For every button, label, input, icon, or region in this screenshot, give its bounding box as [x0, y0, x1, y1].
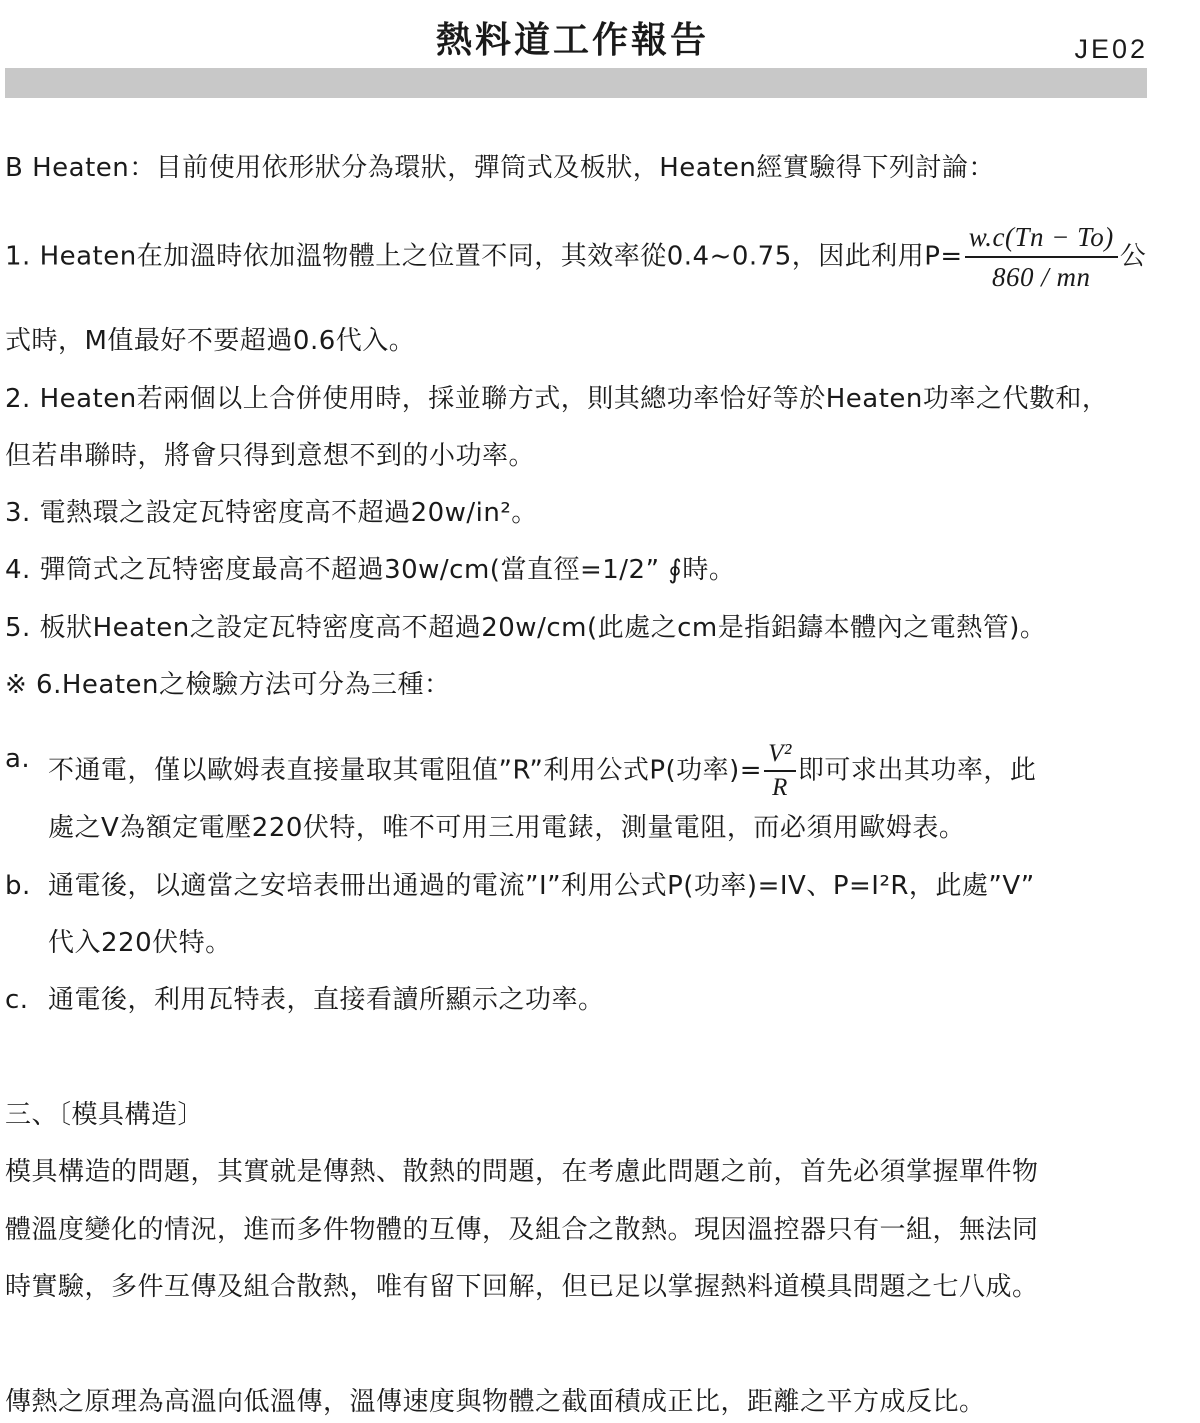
efficiency-formula: [965, 218, 1118, 296]
sub-a-line-1: [48, 738, 1036, 804]
item-2-line-2: 但若串聯時，將會只得到意想不到的小功率。: [5, 441, 536, 471]
heat-transfer-principle: 傳熱之原理為高溫向低溫傳，溫傳速度與物體之截面積成正比，距離之平方成反比。: [5, 1387, 986, 1417]
page-title: 熱料道工作報告: [435, 20, 709, 61]
sub-a-text: 不通電，僅以歐姆表直接量取其電阻值”R”利用公式P(功率)=: [48, 755, 763, 786]
sub-c-marker: c.: [5, 985, 29, 1015]
document-code: JE02: [1074, 34, 1148, 64]
item-6: ※ 6.Heaten之檢驗方法可分為三種：: [5, 670, 451, 700]
section-3-paragraph-line-3: 時實驗，多件互傳及組合散熱，唯有留下回解，但已足以掌握熱料道模具問題之七八成。: [5, 1272, 1039, 1302]
formula-denominator: 860 / mn: [991, 262, 1091, 292]
item-1: [5, 218, 1146, 296]
sub-b-marker: b.: [5, 871, 31, 901]
power-formula: [764, 738, 796, 804]
formula-denominator: R: [772, 774, 788, 801]
sub-a-tail: 即可求出其功率，此: [797, 755, 1037, 786]
header-bar: [5, 68, 1147, 98]
sub-c-line-1: 通電後，利用瓦特表，直接看讀所顯示之功率。: [48, 985, 605, 1015]
formula-numerator: w.c(Tn − To): [965, 218, 1118, 258]
sub-b-line-1: 通電後，以適當之安培表冊出通過的電流”I”利用公式P(功率)=IV、P=I²R，此處”V”: [48, 871, 1035, 901]
sub-a-line-2: 處之V為額定電壓220伏特，唯不可用三用電錶，測量電阻，而必須用歐姆表。: [48, 813, 966, 843]
section-3-heading: 三、〔模具構造〕: [5, 1100, 205, 1130]
section-3-paragraph-line-2: 體溫度變化的情況，進而多件物體的互傳，及組合之散熱。現因溫控器只有一組，無法同: [5, 1215, 1039, 1245]
formula-numerator: V²: [764, 738, 796, 772]
section-3-paragraph-line-1: 模具構造的問題，其實就是傳熱、散熱的問題，在考慮此問題之前，首先必須掌握單件物: [5, 1157, 1039, 1187]
item-4: 4. 彈筒式之瓦特密度最高不超過30w/cm(當直徑=1/2” ∮時。: [5, 555, 736, 585]
item-5: 5. 板狀Heaten之設定瓦特密度高不超過20w/cm(此處之cm是指鋁鑄本體內之電熱管)。: [5, 613, 1047, 643]
sub-b-line-2: 代入220伏特。: [48, 928, 232, 958]
item-2-line-1: 2. Heaten若兩個以上合併使用時，採並聯方式，則其總功率恰好等於Heaten功率之代數和，: [5, 384, 1109, 414]
item-1-text: 1. Heaten在加溫時依加溫物體上之位置不同，其效率從0.4~0.75，因此利用P=: [5, 241, 963, 272]
item-1-continued: 式時，M值最好不要超過0.6代入。: [5, 326, 416, 356]
item-1-tail: 公: [1119, 241, 1147, 272]
item-3: 3. 電熱環之設定瓦特密度高不超過20w/in²。: [5, 498, 538, 528]
sub-a-marker: a.: [5, 744, 31, 774]
intro-text: B Heaten：目前使用依形狀分為環狀，彈筒式及板狀，Heaten經實驗得下列討論：: [5, 153, 995, 183]
